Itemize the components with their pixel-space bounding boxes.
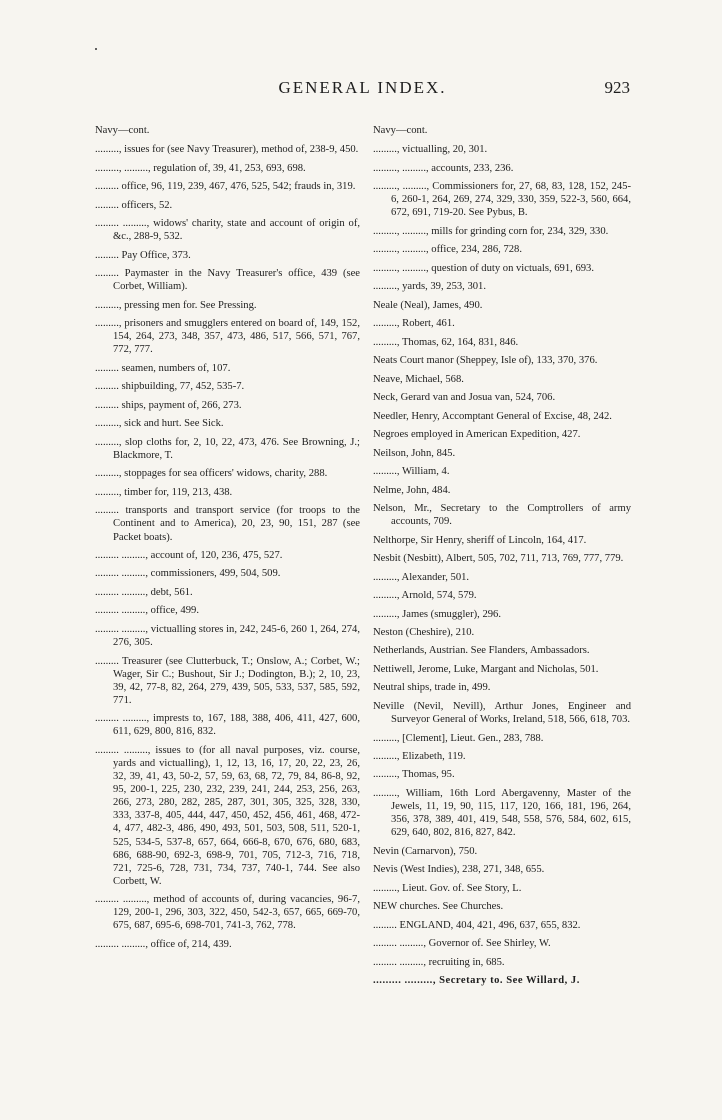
index-entry: Nelthorpe, Sir Henry, sheriff of Lincoln, 164, 417.: [373, 534, 587, 546]
index-entry: ......... ........., method of accounts of, during vacancies, 96-7, 129, 200-1, 296, 303, 322, 450, 542-3, 657, 665, 669-70, 675, 687, 695-6, 698-701, 741-3, 762, 778.: [95, 894, 360, 932]
index-entry: ........., Lieut. Gov. of. See Story, L.: [373, 882, 522, 894]
index-entry: ......... Paymaster in the Navy Treasurer's office, 439 (see Corbet, William).: [95, 268, 360, 293]
index-entry: ......... Pay Office, 373.: [95, 249, 191, 261]
page-title: GENERAL INDEX.: [278, 78, 447, 97]
index-entry: ......... ........., office, 499.: [95, 605, 199, 617]
index-entry: Nelson, Mr., Secretary to the Comptrollers of army accounts, 709.: [373, 503, 631, 528]
index-entry: ........., ........., mills for grinding corn for, 234, 329, 330.: [373, 225, 609, 237]
index-entry: ......... seamen, numbers of, 107.: [95, 362, 231, 374]
index-entry: Nevin (Carnarvon), 750.: [373, 845, 478, 857]
index-entry: ........., sick and hurt. See Sick.: [95, 418, 224, 430]
index-entry: ......... ........., widows' charity, state and account of origin of, &c., 288-9, 532.: [95, 218, 360, 243]
index-entry: ........., Alexander, 501.: [373, 571, 470, 583]
index-entry: ........., ........., office, 234, 286, 728.: [373, 244, 522, 256]
index-entry: ......... Treasurer (see Clutterbuck, T.; Onslow, A.; Corbet, W.; Wager, Sir C.; Bushout, Sir J.; Dodington, B.); 2, 10, 23, 39, 42, 77-8, 82, 264, 279, 439, 505, 533, 537, 585, 592, 771.: [95, 655, 360, 706]
index-entry: Neilson, John, 845.: [373, 447, 456, 459]
index-entry: ........., Thomas, 62, 164, 831, 846.: [373, 336, 519, 348]
index-entry: Neutral ships, trade in, 499.: [373, 682, 491, 694]
index-entry: ......... ........., imprests to, 167, 188, 388, 406, 411, 427, 600, 611, 629, 800, 816, 832.: [95, 713, 360, 738]
index-entry: ......... ........., victualling stores in, 242, 245-6, 260 1, 264, 274, 276, 305.: [95, 623, 360, 649]
index-entry: NEW churches. See Churches.: [373, 901, 504, 913]
index-entry: ........., issues for (see Navy Treasurer), method of, 238-9, 450.: [95, 144, 359, 156]
index-entry: ......... ........., issues to (for all naval purposes, viz. course, yards and victualling), 1, 12, 13, 16, 17, 20, 22, 23, 26, 32, 39, 41, 43, 50-2, 57, 59, 63, 68, 72, 79, 84, 86-8, 92, 95, 200-1, 225, 230, 232, 239, 241, 244, 253, 256, 263, 266, 273, 280, 282, 285, 287, 301, 305, 325, 328, 330, 333, 337-8, 405, 444, 447, 450, 452, 456, 461, 468, 472-4, 477, 482-3, 486, 490, 493, 501, 503, 508, 511, 520-1, 525, 534-5, 537-8, 657, 664, 666-8, 670, 676, 680, 683, 686, 688-90, 692-3, 698-9, 701, 705, 712-3, 716, 718, 721, 725-6, 728, 731, 734, 737, 740-1, 744. See also Corbett, W.: [95, 744, 360, 887]
index-entry: ......... transports and transport service (for troops to the Continent and to America), 20, 23, 90, 151, 287 (see Packet boats).: [95, 505, 360, 543]
index-entry: ......... ........., debt, 561.: [95, 586, 193, 598]
index-entry: Neats Court manor (Sheppey, Isle of), 133, 370, 376.: [373, 355, 598, 367]
index-entry: Nelme, John, 484.: [373, 484, 451, 496]
index-entry: ........., victualling, 20, 301.: [373, 144, 488, 156]
index-entry: Neville (Nevil, Nevill), Arthur Jones, Engineer and Surveyor General of Works, Ireland, 518, 566, 618, 703.: [373, 700, 631, 726]
index-entry: Nettiwell, Jerome, Luke, Margant and Nicholas, 501.: [373, 663, 599, 675]
index-entry: Neck, Gerard van and Josua van, 524, 706.: [373, 392, 556, 404]
index-entry: ......... ........., office of, 214, 439.: [95, 938, 232, 950]
index-entry: ........., timber for, 119, 213, 438.: [95, 486, 233, 498]
index-entry: ........., William, 4.: [373, 466, 450, 478]
index-entry: ........., Arnold, 574, 579.: [373, 590, 477, 602]
index-entry: ......... ships, payment of, 266, 273.: [95, 399, 242, 411]
index-entry: ........., William, 16th Lord Abergavenny, Master of the Jewels, 11, 19, 90, 115, 117, 120, 166, 181, 196, 264, 356, 378, 389, 401, 419, 548, 558, 576, 584, 602, 615, 629, 640, 802, 816, 827, 842.: [373, 787, 631, 839]
index-entry: Navy—cont.: [95, 125, 150, 136]
index-entry: ........., ........., regulation of, 39, 41, 253, 693, 698.: [95, 162, 306, 174]
right-column: [373, 124, 631, 993]
index-entry: Neale (Neal), James, 490.: [373, 299, 483, 311]
index-entry: ........., ........., question of duty on victuals, 691, 693.: [373, 262, 594, 274]
index-entry: ......... officers, 52.: [95, 199, 173, 211]
index-entry: ........., slop cloths for, 2, 10, 22, 473, 476. See Browning, J.; Blackmore, T.: [95, 436, 360, 461]
index-entry: ........., [Clement], Lieut. Gen., 283, 788.: [373, 732, 544, 744]
page-header: [95, 78, 630, 100]
index-entry: ......... shipbuilding, 77, 452, 535-7.: [95, 381, 245, 393]
index-entry: Nesbit (Nesbitt), Albert, 505, 702, 711, 713, 769, 777, 779.: [373, 553, 624, 565]
left-column: [95, 124, 360, 956]
index-entry: ........., ........., Commissioners for, 27, 68, 83, 128, 152, 245-6, 260-1, 264, 269, 274, 329, 330, 359, 522-3, 560, 664, 672, 691, 719-20. See Pybus, B.: [373, 181, 631, 219]
index-entry: Negroes employed in American Expedition, 427.: [373, 429, 581, 441]
index-entry: ......... ........., Governor of. See Shirley, W.: [373, 938, 551, 950]
index-entry: Neston (Cheshire), 210.: [373, 627, 475, 638]
index-entry: ........., yards, 39, 253, 301.: [373, 281, 486, 293]
stray-mark: [95, 48, 97, 50]
index-entry: ......... office, 96, 119, 239, 467, 476, 525, 542; frauds in, 319.: [95, 181, 356, 193]
index-entry: ......... ENGLAND, 404, 421, 496, 637, 655, 832.: [373, 919, 581, 931]
index-entry: ......... ........., Secretary to. See Willard, J.: [373, 975, 580, 987]
index-entry: ........., Thomas, 95.: [373, 769, 455, 781]
index-entry: ......... ........., recruiting in, 685.: [373, 956, 505, 968]
index-entry: Needler, Henry, Accomptant General of Excise, 48, 242.: [373, 410, 612, 422]
index-entry: Nevis (West Indies), 238, 271, 348, 655.: [373, 864, 545, 876]
index-entry: ........., ........., accounts, 233, 236.: [373, 162, 514, 174]
index-entry: ......... ........., account of, 120, 236, 475, 527.: [95, 549, 283, 561]
index-entry: ........., pressing men for. See Pressing.: [95, 299, 257, 311]
index-entry: Netherlands, Austrian. See Flanders, Ambassadors.: [373, 645, 590, 657]
index-entry: Navy—cont.: [373, 125, 428, 136]
index-entry: ........., Robert, 461.: [373, 318, 455, 330]
index-entry: ........., Elizabeth, 119.: [373, 751, 466, 762]
index-entry: ........., prisoners and smugglers entered on board of, 149, 152, 154, 264, 273, 348, 357, 473, 486, 517, 566, 571, 767, 772, 777.: [95, 318, 360, 356]
index-entry: ........., stoppages for sea officers' widows, charity, 288.: [95, 468, 328, 480]
index-entry: ........., James (smuggler), 296.: [373, 608, 501, 620]
page-number: 923: [604, 78, 630, 97]
index-entry: ......... ........., commissioners, 499, 504, 509.: [95, 568, 281, 580]
index-entry: Neave, Michael, 568.: [373, 373, 464, 385]
